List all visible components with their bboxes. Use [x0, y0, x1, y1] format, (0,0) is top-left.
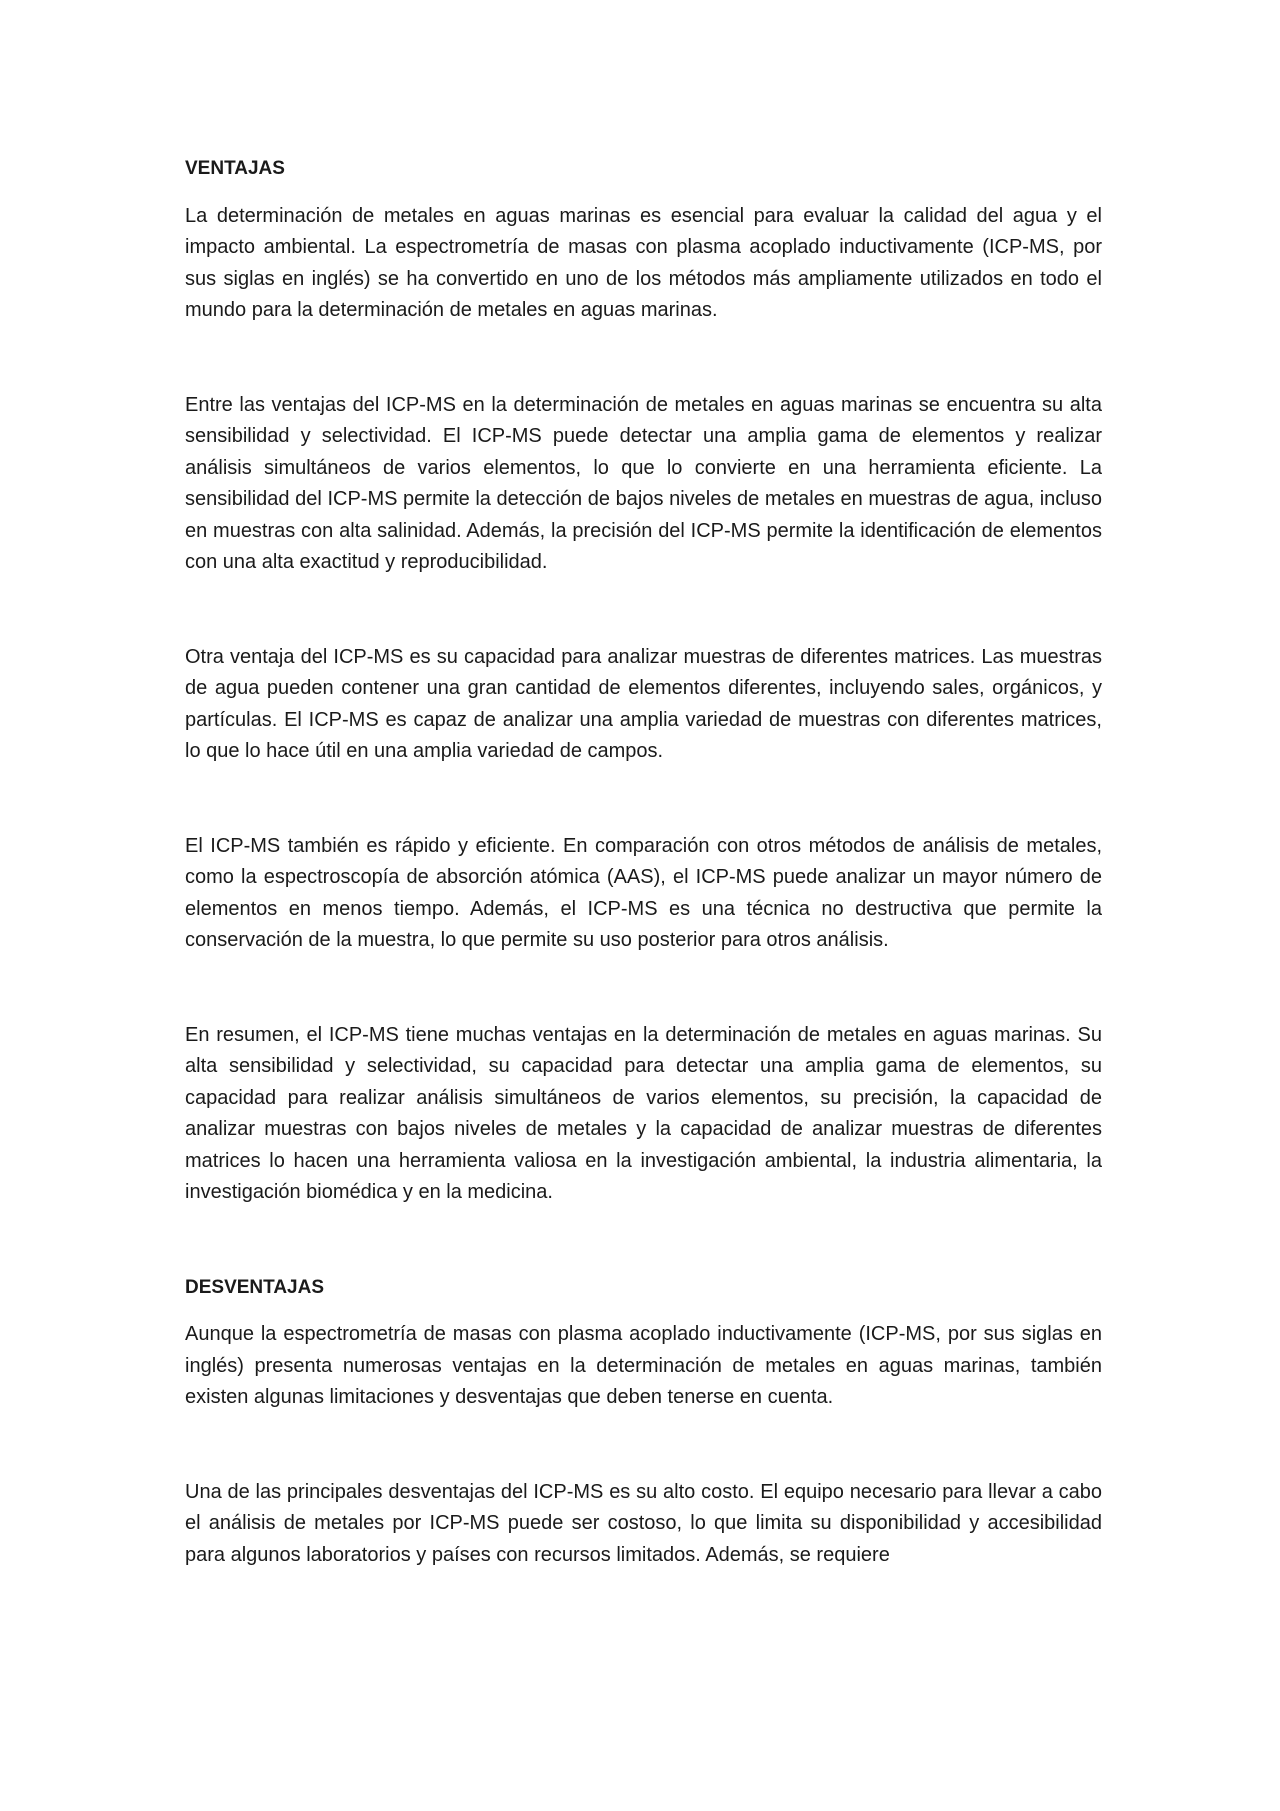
paragraph: Otra ventaja del ICP-MS es su capacidad para analizar muestras de diferentes matrices. Las muestras de agua pueden contener una gran cantidad de elementos diferentes, incluyendo sales, orgánicos, y partículas. El ICP-MS es capaz de analizar una amplia variedad de muestras con diferentes matrices, lo que lo hace útil en una amplia variedad de campos. — [185, 645, 1102, 762]
section-heading-desventajas: DESVENTAJAS — [185, 1276, 325, 1298]
paragraph: Entre las ventajas del ICP-MS en la determinación de metales en aguas marinas se encuentra su alta sensibilidad y selectividad. El ICP-MS puede detectar una amplia gama de elementos y realizar análisis simultáneos de varios elementos, lo que lo convierte en una herramienta eficiente. La sensibilidad del ICP-MS permite la detección de bajos niveles de metales en muestras de agua, incluso en muestras con alta salinidad. Además, la precisión del ICP-MS permite la identificación de elementos con una alta exactitud y reproducibilidad. — [185, 393, 1102, 573]
paragraph: El ICP-MS también es rápido y eficiente. En comparación con otros métodos de análisis de metales, como la espectroscopía de absorción atómica (AAS), el ICP-MS puede analizar un mayor número de elementos en menos tiempo. Además, el ICP-MS es una técnica no destructiva que permite la conservación de la muestra, lo que permite su uso posterior para otros análisis. — [185, 834, 1102, 951]
paragraph: Aunque la espectrometría de masas con plasma acoplado inductivamente (ICP-MS, por sus siglas en inglés) presenta numerosas ventajas en la determinación de metales en aguas marinas, también existen algunas limitaciones y desventajas que deben tenerse en cuenta. — [185, 1323, 1102, 1408]
paragraph: En resumen, el ICP-MS tiene muchas ventajas en la determinación de metales en aguas marinas. Su alta sensibilidad y selectividad, su capacidad para detectar una amplia gama de elementos, su capacidad para realizar análisis simultáneos de varios elementos, su precisión, la capacidad de analizar muestras con bajos niveles de metales y la capacidad de analizar muestras de diferentes matrices lo hacen una herramienta valiosa en la investigación ambiental, la industria alimentaria, la investigación biomédica y en la medicina. — [185, 1023, 1102, 1203]
paragraph: Una de las principales desventajas del ICP-MS es su alto costo. El equipo necesario para llevar a cabo el análisis de metales por ICP-MS puede ser costoso, lo que limita su disponibilidad y accesibilidad para algunos laboratorios y países con recursos limitados. Además, se requiere — [185, 1480, 1102, 1566]
document-body — [185, 153, 1102, 1571]
paragraph: La determinación de metales en aguas marinas es esencial para evaluar la calidad del agua y el impacto ambiental. La espectrometría de masas con plasma acoplado inductivamente (ICP-MS, por sus siglas en inglés) se ha convertido en uno de los métodos más ampliamente utilizados en todo el mundo para la determinación de metales en aguas marinas. — [185, 204, 1102, 321]
section-heading-ventajas: VENTAJAS — [185, 158, 285, 179]
